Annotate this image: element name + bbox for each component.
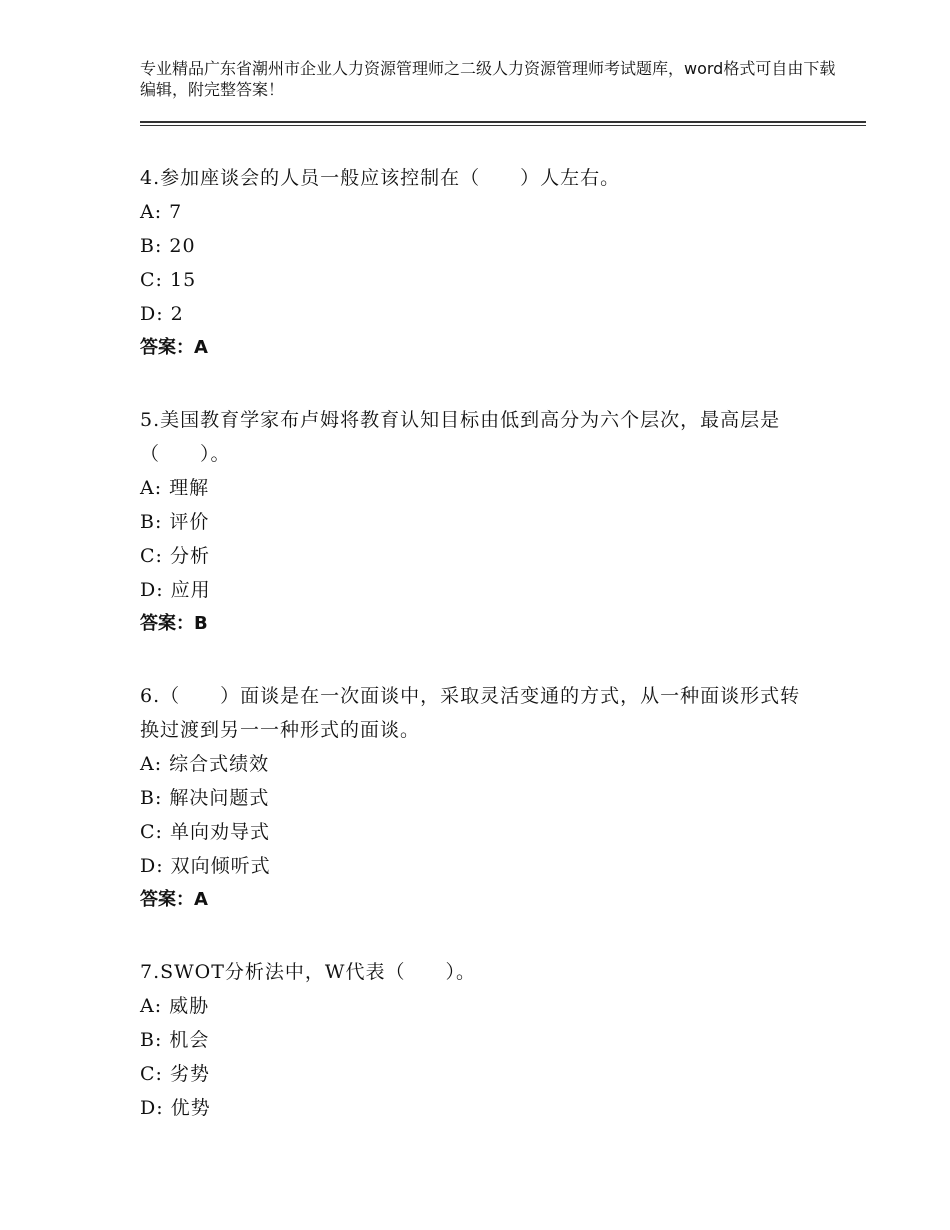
option-b: B: 解决问题式: [140, 787, 270, 809]
option-b: B: 评价: [140, 511, 210, 533]
question-text: 5.美国教育学家布卢姆将教育认知目标由低到高分为六个层次，最高层是（ ）。: [140, 409, 781, 465]
option-d: D: 双向倾听式: [140, 855, 271, 877]
header-divider-thin: [140, 125, 866, 126]
option-c: C: 劣势: [140, 1063, 210, 1085]
option-d: D: 2: [140, 303, 184, 325]
option-b: B: 20: [140, 235, 196, 257]
option-a: A: 威胁: [140, 995, 210, 1017]
question-6: [140, 679, 820, 917]
header-divider-thick: [140, 121, 866, 123]
question-text: 7.SWOT分析法中，W代表（ ）。: [140, 961, 476, 983]
answer: 答案：A: [140, 337, 208, 358]
option-c: C: 分析: [140, 545, 210, 567]
option-a: A: 7: [140, 201, 183, 223]
document-header: 专业精品广东省潮州市企业人力资源管理师之二级人力资源管理师考试题库，word格式可自由下载编辑，附完整答案！: [140, 59, 836, 99]
answer: 答案：B: [140, 613, 208, 634]
question-list: [140, 161, 820, 1163]
option-d: D: 应用: [140, 579, 211, 601]
option-c: C: 15: [140, 269, 197, 291]
question-4: [140, 161, 820, 365]
question-7: [140, 955, 820, 1125]
question-text: 4.参加座谈会的人员一般应该控制在（ ）人左右。: [140, 167, 621, 189]
option-b: B: 机会: [140, 1029, 210, 1051]
answer: 答案：A: [140, 889, 208, 910]
question-5: [140, 403, 820, 641]
option-a: A: 理解: [140, 477, 210, 499]
option-d: D: 优势: [140, 1097, 211, 1119]
option-a: A: 综合式绩效: [140, 753, 270, 775]
option-c: C: 单向劝导式: [140, 821, 270, 843]
question-text: 6.（ ）面谈是在一次面谈中，采取灵活变通的方式，从一种面谈形式转换过渡到另一一种形式的面谈。: [140, 685, 801, 741]
